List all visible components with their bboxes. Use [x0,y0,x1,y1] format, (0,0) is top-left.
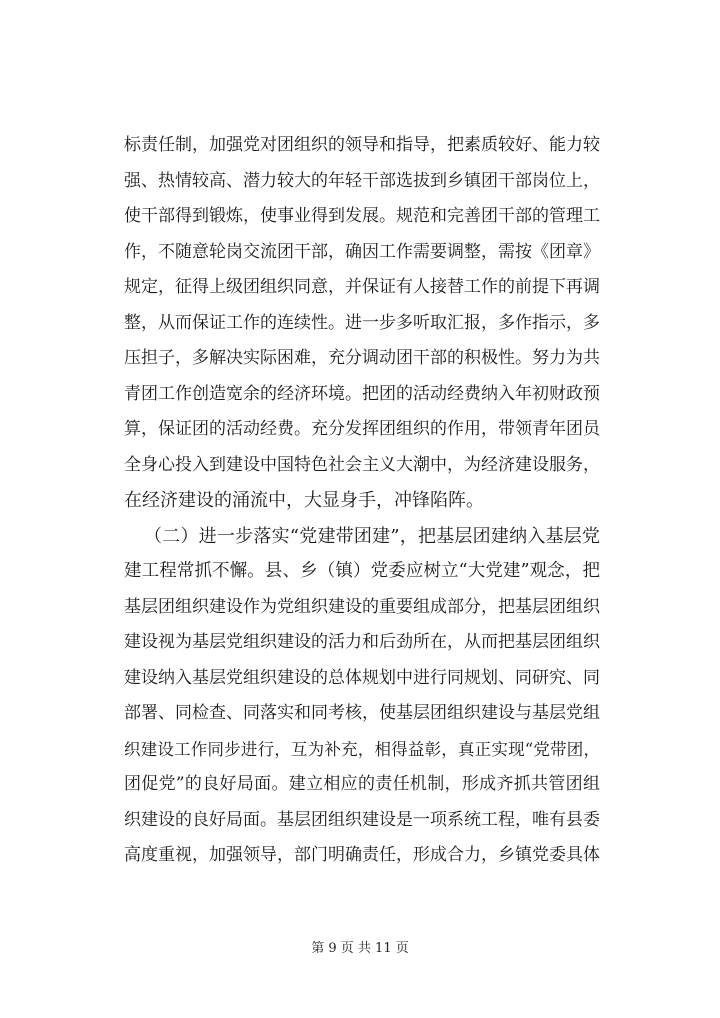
text-line: 使干部得到锻炼，使事业得到发展。规范和完善团干部的管理工 [124,206,600,226]
text-line: 建设视为基层党组织建设的活力和后劲所在，从而把基层团组织 [124,632,600,652]
text-line: 部署、同检查、同落实和同考核，使基层团组织建设与基层党组 [124,703,600,723]
text-line: 整，从而保证工作的连续性。进一步多听取汇报，多作指示，多 [124,312,600,333]
text-line: 作，不随意轮岗交流团干部，确因工作需要调整，需按《团章》 [124,241,600,262]
text-line: 压担子，多解决实际困难，充分调动团干部的积极性。努力为共 [124,348,600,368]
text-line: 算，保证团的活动经费。充分发挥团组织的作用，带领青年团员 [124,419,600,439]
text-line: 基层团组织建设作为党组织建设的重要组成部分，把基层团组织 [124,596,600,617]
text-line: 强、热情较高、潜力较大的年轻干部选拔到乡镇团干部岗位上， [124,170,600,191]
body-text [124,128,600,874]
text-line: 规定，征得上级团组织同意，并保证有人接替工作的前提下再调 [124,277,600,297]
text-line: 建设纳入基层党组织建设的总体规划中进行同规划、同研究、同 [124,667,600,688]
text-line: 在经济建设的涌流中，大显身手，冲锋陷阵。 [124,490,484,511]
section-heading-line: （二）进一步落实“党建带团建”，把基层团建纳入基层党 [144,525,600,547]
text-line: 全身心投入到建设中国特色社会主义大潮中，为经济建设服务， [124,454,600,475]
text-line: 高度重视，加强领导，部门明确责任，形成合力，乡镇党委具体 [124,845,600,865]
text-line: 标责任制，加强党对团组织的领导和指导，把素质较好、能力较 [124,135,600,155]
text-line: 青团工作创造宽余的经济环境。把团的活动经费纳入年初财政预 [124,383,600,404]
text-line: 团促党”的良好局面。建立相应的责任机制，形成齐抓共管团组 [124,774,600,794]
page-number-footer: 第 9 页 共 11 页 [311,941,409,956]
text-line: 织建设工作同步进行，互为补充，相得益彰，真正实现“党带团， [124,739,600,759]
text-line: 织建设的良好局面。基层团组织建设是一项系统工程，唯有县委 [124,809,600,830]
text-line: 建工程常抓不懈。县、乡（镇）党委应树立“大党建”观念，把 [124,561,600,581]
